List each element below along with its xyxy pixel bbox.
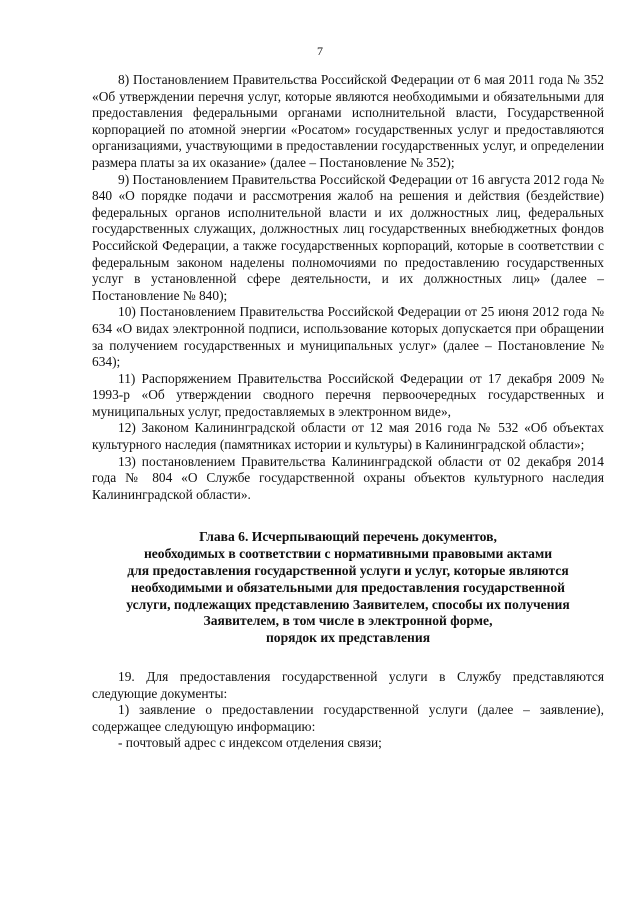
paragraph-item-19: 19. Для предоставления государственной услуги в Службу представляются следующие документы: bbox=[92, 669, 604, 701]
heading-line: для предоставления государственной услуги и услуг, которые являются bbox=[127, 563, 569, 579]
paragraph-item-11: 11) Распоряжением Правительства Российской Федерации от 17 декабря 2009 № 1993-р «Об утверждении сводного перечня первоочередных государственных и муниципальных услуг, предоставляемых в электронном виде», bbox=[92, 370, 604, 419]
paragraph-item-13: 13) постановлением Правительства Калининградской области от 02 декабря 2014 года № 804 «О Службе государственной охраны объектов культурного наследия Калининградской области». bbox=[92, 453, 604, 502]
heading-line: Заявителем, в том числе в электронной форме, bbox=[203, 613, 493, 629]
chapter-heading bbox=[92, 529, 604, 647]
heading-line: необходимыми и обязательными для предоставления государственной bbox=[130, 579, 566, 595]
heading-line: Глава 6. Исчерпывающий перечень документов, bbox=[199, 529, 497, 545]
heading-line: услуги, подлежащих представлению Заявителем, способы их получения bbox=[126, 596, 570, 612]
page-number: 7 bbox=[317, 44, 323, 58]
section-spacer bbox=[92, 647, 604, 669]
paragraph-item-8: 8) Постановлением Правительства Российской Федерации от 6 мая 2011 года № 352 «Об утверждении перечня услуг, которые являются необходимыми и обязательными для предоставления федеральными органами исполнительной власти, Государственной корпорацией по атомной энергии «Росатом» государственных услуг и предоставляются организациями, участвующими в предоставлении государственных услуг, и определении размера платы за их оказание» (далее – Постановление № 352); bbox=[92, 72, 604, 170]
list-item-postal-address: - почтовый адрес с индексом отделения связи; bbox=[118, 735, 382, 751]
document-body bbox=[92, 72, 604, 752]
heading-line: порядок их представления bbox=[265, 630, 431, 646]
paragraph-subitem-1: 1) заявление о предоставлении государственной услуги (далее – заявление), содержащее следующую информацию: bbox=[92, 702, 604, 734]
paragraph-item-9: 9) Постановлением Правительства Российской Федерации от 16 августа 2012 года № 840 «О порядке подачи и рассмотрения жалоб на решения и действия (бездействие) федеральных органов исполнительной власти и их должностных лиц, федеральных государственных служащих, должностных лиц государственных внебюджетных фондов Российской Федерации, а также государственных корпораций, которые в соответствии с федеральным законом наделены полномочиями по предоставлению государственных услуг в установленной сфере деятельности, и их должностных лиц» (далее – Постановление № 840); bbox=[92, 171, 605, 303]
paragraph-item-10: 10) Постановлением Правительства Российской Федерации от 25 июня 2012 года № 634 «О видах электронной подписи, использование которых допускается при обращении за получением государственных и муниципальных услуг» (далее – Постановление № 634); bbox=[92, 304, 604, 370]
paragraph-item-12: 12) Законом Калининградской области от 12 мая 2016 года № 532 «Об объектах культурного наследия (памятниках истории и культуры) в Калининградской области»; bbox=[92, 420, 604, 453]
heading-line: необходимых в соответствии с нормативными правовыми актами bbox=[143, 546, 553, 562]
